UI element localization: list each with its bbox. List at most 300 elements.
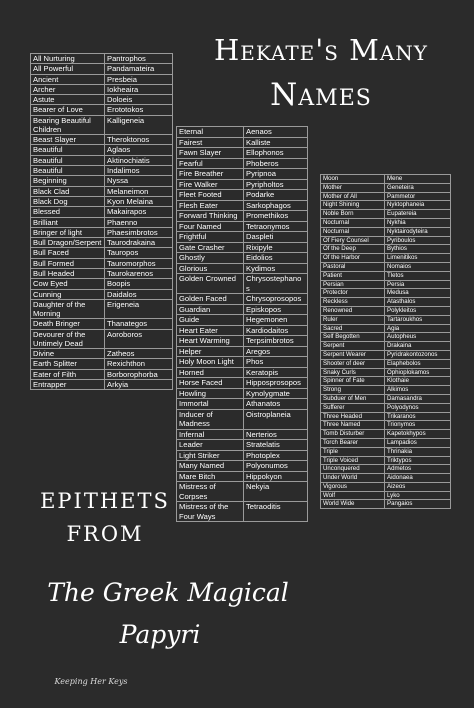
greek-epithet: Taurokarenos — [105, 269, 173, 279]
greek-epithet: Geneteira — [385, 183, 451, 192]
table-row — [177, 336, 308, 347]
english-epithet: Beginning — [31, 176, 105, 186]
table-row — [177, 346, 308, 357]
greek-epithet: Chrysostephanos — [244, 274, 308, 294]
english-epithet: All Powerful — [31, 64, 105, 74]
table-row — [31, 84, 173, 94]
greek-epithet: Tletos — [385, 271, 451, 280]
table-row — [321, 254, 451, 263]
english-epithet: Heart Warming — [177, 336, 244, 347]
english-epithet: Sacred — [321, 324, 385, 333]
table-row — [321, 315, 451, 324]
english-epithet: Ruler — [321, 315, 385, 324]
epithets-table-3 — [320, 174, 451, 509]
table-row — [177, 399, 308, 410]
english-epithet: Torch Bearer — [321, 438, 385, 447]
english-epithet: Bull Formed — [31, 258, 105, 268]
greek-epithet: Aenaos — [244, 127, 308, 138]
english-epithet: Cow Eyed — [31, 279, 105, 289]
english-epithet: Bearing Beautiful Children — [31, 115, 105, 134]
english-epithet: Blessed — [31, 207, 105, 217]
table-row — [31, 379, 173, 389]
table-row — [177, 461, 308, 472]
english-epithet: Beautiful — [31, 155, 105, 165]
table-row — [321, 500, 451, 509]
greek-epithet: Keratopis — [244, 367, 308, 378]
greek-epithet: Presbeia — [105, 74, 173, 84]
english-epithet: Black Dog — [31, 196, 105, 206]
greek-epithet: Boopis — [105, 279, 173, 289]
table-row — [177, 200, 308, 211]
greek-epithet: Rixipyle — [244, 242, 308, 253]
english-epithet: Infernal — [177, 429, 244, 440]
table-row — [177, 274, 308, 294]
english-epithet: Divine — [31, 349, 105, 359]
table-row — [177, 158, 308, 169]
greek-epithet: Bythios — [385, 245, 451, 254]
english-epithet: Flesh Eater — [177, 200, 244, 211]
greek-epithet: Tetraonymos — [244, 221, 308, 232]
greek-epithet: Taurodrakaina — [105, 238, 173, 248]
table-row — [177, 304, 308, 315]
table-row — [177, 148, 308, 159]
greek-epithet: Melaneimon — [105, 186, 173, 196]
greek-epithet: Tartaroukhos — [385, 315, 451, 324]
table-row — [177, 294, 308, 305]
table-row — [31, 329, 173, 348]
greek-epithet: Nyktairodyteira — [385, 227, 451, 236]
greek-epithet: Triktypos — [385, 456, 451, 465]
table-row — [31, 196, 173, 206]
greek-epithet: Doloeis — [105, 95, 173, 105]
english-epithet: Patient — [321, 271, 385, 280]
greek-epithet: Polyonumos — [244, 461, 308, 472]
english-epithet: Howling — [177, 388, 244, 399]
english-epithet: Serpent — [321, 342, 385, 351]
table-row — [31, 74, 173, 84]
table-row — [321, 192, 451, 201]
english-epithet: Fairest — [177, 137, 244, 148]
table-row — [177, 388, 308, 399]
greek-epithet: Thanategos — [105, 319, 173, 329]
table-row — [321, 333, 451, 342]
greek-epithet: Pammetor — [385, 192, 451, 201]
english-epithet: Archer — [31, 84, 105, 94]
table-row — [321, 280, 451, 289]
greek-epithet: Ophioplokamos — [385, 368, 451, 377]
table-row — [321, 175, 451, 184]
english-epithet: Glorious — [177, 263, 244, 274]
table-row — [321, 394, 451, 403]
english-epithet: Pastoral — [321, 262, 385, 271]
greek-epithet: Eidolios — [244, 253, 308, 264]
english-epithet: Mistress of Corpses — [177, 482, 244, 502]
english-epithet: Unconquered — [321, 465, 385, 474]
greek-epithet: Aglaos — [105, 145, 173, 155]
page-title: Hekate's Many — [213, 33, 429, 67]
greek-epithet: Photoplex — [244, 450, 308, 461]
english-epithet: Immortal — [177, 399, 244, 410]
english-epithet: Bull Headed — [31, 269, 105, 279]
table-row — [177, 232, 308, 243]
english-epithet: Protector — [321, 289, 385, 298]
greek-epithet: Hippokyon — [244, 471, 308, 482]
table-row — [177, 367, 308, 378]
table-row — [321, 342, 451, 351]
greek-epithet: Kapetokhypos — [385, 430, 451, 439]
greek-epithet: Nyktophaneia — [385, 201, 451, 210]
greek-epithet: Elaphebolos — [385, 359, 451, 368]
table-row — [31, 145, 173, 155]
table-row — [321, 421, 451, 430]
greek-epithet: Medusa — [385, 289, 451, 298]
english-epithet: Mare Bitch — [177, 471, 244, 482]
english-epithet: World Wide — [321, 500, 385, 509]
table-row — [321, 298, 451, 307]
greek-epithet: Aoroboros — [105, 329, 173, 348]
greek-epithet: Podarke — [244, 190, 308, 201]
table-row — [31, 238, 173, 248]
english-epithet: Night Shining — [321, 201, 385, 210]
table-row — [177, 127, 308, 138]
greek-epithet: Kynolygmate — [244, 388, 308, 399]
greek-epithet: Trionymos — [385, 421, 451, 430]
english-epithet: Entrapper — [31, 379, 105, 389]
english-epithet: Persian — [321, 280, 385, 289]
table-row — [321, 430, 451, 439]
table-row — [31, 248, 173, 258]
greek-epithet: Kalligeneia — [105, 115, 173, 134]
english-epithet: Bull Faced — [31, 248, 105, 258]
signature: Keeping Her Keys — [54, 677, 128, 686]
greek-epithet: Phaenno — [105, 217, 173, 227]
english-epithet: Renowned — [321, 306, 385, 315]
table-row — [321, 350, 451, 359]
greek-epithet: Kydimos — [244, 263, 308, 274]
table-row — [31, 349, 173, 359]
greek-epithet: Alkimos — [385, 386, 451, 395]
greek-epithet: Nykhia — [385, 218, 451, 227]
english-epithet: Four Named — [177, 221, 244, 232]
english-epithet: Devourer of the Untimely Dead — [31, 329, 105, 348]
table-row — [321, 289, 451, 298]
greek-epithet: Chrysoprosopos — [244, 294, 308, 305]
greek-epithet: Rexichthon — [105, 359, 173, 369]
english-epithet: Horned — [177, 367, 244, 378]
table-row — [31, 217, 173, 227]
table-row — [177, 482, 308, 502]
greek-epithet: Pangaios — [385, 500, 451, 509]
table-row — [31, 279, 173, 289]
greek-epithet: Erigeneia — [105, 299, 173, 318]
greek-epithet: Makairapos — [105, 207, 173, 217]
greek-epithet: Lyko — [385, 491, 451, 500]
table-row — [321, 262, 451, 271]
table-row — [31, 186, 173, 196]
subtitle-epithets: EPITHETS — [40, 489, 170, 513]
greek-epithet: Phos — [244, 357, 308, 368]
english-epithet: Wolf — [321, 491, 385, 500]
table-row — [321, 456, 451, 465]
english-epithet: Vigorous — [321, 482, 385, 491]
english-epithet: Holy Moon Light — [177, 357, 244, 368]
greek-epithet: Theroktonos — [105, 135, 173, 145]
english-epithet: Bringer of light — [31, 227, 105, 237]
table-row — [177, 221, 308, 232]
table-row — [321, 306, 451, 315]
table-row — [31, 227, 173, 237]
table-row — [321, 368, 451, 377]
english-epithet: Of the Harbor — [321, 254, 385, 263]
greek-epithet: Pyriboulos — [385, 236, 451, 245]
english-epithet: Beast Slayer — [31, 135, 105, 145]
table-row — [31, 359, 173, 369]
greek-epithet: Persia — [385, 280, 451, 289]
english-epithet: Bearer of Love — [31, 105, 105, 115]
table-row — [177, 409, 308, 429]
english-epithet: Strong — [321, 386, 385, 395]
greek-epithet: Kardiodaitos — [244, 325, 308, 336]
table-row — [321, 324, 451, 333]
english-epithet: Bull Dragon/Serpent — [31, 238, 105, 248]
table-row — [31, 105, 173, 115]
greek-epithet: Daidalos — [105, 289, 173, 299]
english-epithet: Moon — [321, 175, 385, 184]
table-row — [31, 166, 173, 176]
greek-epithet: Drakaina — [385, 342, 451, 351]
english-epithet: Heart Eater — [177, 325, 244, 336]
greek-epithet: Kalliste — [244, 137, 308, 148]
greek-epithet: Zatheos — [105, 349, 173, 359]
greek-epithet: Episkopos — [244, 304, 308, 315]
table-row — [321, 218, 451, 227]
english-epithet: Of Fiery Counsel — [321, 236, 385, 245]
epithets-table-2 — [176, 126, 308, 522]
greek-epithet: Agia — [385, 324, 451, 333]
greek-epithet: Admetos — [385, 465, 451, 474]
table-row — [321, 386, 451, 395]
table-row — [321, 438, 451, 447]
table-row — [177, 450, 308, 461]
greek-epithet: Pyripholtos — [244, 179, 308, 190]
english-epithet: Mistress of the Four Ways — [177, 502, 244, 522]
table-row — [321, 359, 451, 368]
table-row — [177, 190, 308, 201]
table-row — [177, 471, 308, 482]
table-row — [31, 369, 173, 379]
english-epithet: Sufferer — [321, 403, 385, 412]
greek-epithet: Autopheus — [385, 333, 451, 342]
english-epithet: Fawn Slayer — [177, 148, 244, 159]
table-row — [321, 377, 451, 386]
english-epithet: Self Begotten — [321, 333, 385, 342]
table-row — [177, 211, 308, 222]
english-epithet: Inducer of Madness — [177, 409, 244, 429]
english-epithet: Brilliant — [31, 217, 105, 227]
page-title-line2: Names — [270, 77, 372, 113]
english-epithet: Forward Thinking — [177, 211, 244, 222]
greek-epithet: Sarkophagos — [244, 200, 308, 211]
english-epithet: Fire Walker — [177, 179, 244, 190]
table-row — [31, 135, 173, 145]
english-epithet: Nocturnal — [321, 227, 385, 236]
greek-epithet: Tetraoditis — [244, 502, 308, 522]
greek-epithet: Klothaie — [385, 377, 451, 386]
table-row — [31, 155, 173, 165]
english-epithet: Frightful — [177, 232, 244, 243]
english-epithet: Leader — [177, 440, 244, 451]
english-epithet: Nocturnal — [321, 218, 385, 227]
english-epithet: Tomb Disturber — [321, 430, 385, 439]
english-epithet: Beautiful — [31, 145, 105, 155]
table-row — [177, 357, 308, 368]
table-row — [31, 319, 173, 329]
english-epithet: Fleet Footed — [177, 190, 244, 201]
table-row — [321, 465, 451, 474]
greek-epithet: Borborophorba — [105, 369, 173, 379]
greek-epithet: Indalimos — [105, 166, 173, 176]
english-epithet: Reckless — [321, 298, 385, 307]
english-epithet: Three Named — [321, 421, 385, 430]
greek-epithet: Aizeos — [385, 482, 451, 491]
epithets-table-1 — [30, 53, 173, 390]
table-row — [177, 502, 308, 522]
english-epithet: Fearful — [177, 158, 244, 169]
english-epithet: Triple — [321, 447, 385, 456]
table-row — [177, 169, 308, 180]
english-epithet: Astute — [31, 95, 105, 105]
greek-epithet: Hegemonen — [244, 315, 308, 326]
greek-epithet: Tauropos — [105, 248, 173, 258]
greek-epithet: Promethikos — [244, 211, 308, 222]
table-row — [31, 299, 173, 318]
table-row — [177, 179, 308, 190]
greek-epithet: Thrinakia — [385, 447, 451, 456]
source-title-line2: Papyri — [119, 620, 201, 649]
table-row — [177, 440, 308, 451]
english-epithet: Spinner of Fate — [321, 377, 385, 386]
greek-epithet: Tauromorphos — [105, 258, 173, 268]
english-epithet: Golden Faced — [177, 294, 244, 305]
english-epithet: Fire Breather — [177, 169, 244, 180]
english-epithet: All Nurturing — [31, 54, 105, 64]
greek-epithet: Nerterios — [244, 429, 308, 440]
greek-epithet: Damasandra — [385, 394, 451, 403]
english-epithet: Guardian — [177, 304, 244, 315]
greek-epithet: Daspleti — [244, 232, 308, 243]
greek-epithet: Atasthalos — [385, 298, 451, 307]
table-row — [321, 210, 451, 219]
greek-epithet: Arkyia — [105, 379, 173, 389]
table-row — [31, 64, 173, 74]
table-row — [321, 271, 451, 280]
english-epithet: Light Striker — [177, 450, 244, 461]
greek-epithet: Phoberos — [244, 158, 308, 169]
table-row — [321, 403, 451, 412]
greek-epithet: Nyssa — [105, 176, 173, 186]
greek-epithet: Aidonaea — [385, 474, 451, 483]
table-row — [31, 269, 173, 279]
english-epithet: Horse Faced — [177, 378, 244, 389]
english-epithet: Mother of All — [321, 192, 385, 201]
table-row — [177, 325, 308, 336]
english-epithet: Many Named — [177, 461, 244, 472]
greek-epithet: Oistroplaneia — [244, 409, 308, 429]
english-epithet: Mother — [321, 183, 385, 192]
english-epithet: Black Clad — [31, 186, 105, 196]
greek-epithet: Pyripnoa — [244, 169, 308, 180]
greek-epithet: Mene — [385, 175, 451, 184]
greek-epithet: Hipposprosopos — [244, 378, 308, 389]
table-row — [321, 227, 451, 236]
table-row — [177, 263, 308, 274]
greek-epithet: Athanatos — [244, 399, 308, 410]
greek-epithet: Ellophonos — [244, 148, 308, 159]
english-epithet: Ghostly — [177, 253, 244, 264]
greek-epithet: Aktinochiatis — [105, 155, 173, 165]
table-row — [321, 183, 451, 192]
table-row — [31, 54, 173, 64]
greek-epithet: Polyodynos — [385, 403, 451, 412]
english-epithet: Gate Crasher — [177, 242, 244, 253]
table-row — [31, 95, 173, 105]
english-epithet: Of the Deep — [321, 245, 385, 254]
greek-epithet: Nekyia — [244, 482, 308, 502]
table-row — [177, 253, 308, 264]
table-row — [321, 245, 451, 254]
greek-epithet: Stratelatis — [244, 440, 308, 451]
english-epithet: Daughter of the Morning — [31, 299, 105, 318]
english-epithet: Triple Voiced — [321, 456, 385, 465]
greek-epithet: Iokheaira — [105, 84, 173, 94]
table-row — [177, 429, 308, 440]
table-row — [31, 258, 173, 268]
english-epithet: Cunning — [31, 289, 105, 299]
table-row — [321, 236, 451, 245]
greek-epithet: Phaesimbrotos — [105, 227, 173, 237]
table-row — [31, 176, 173, 186]
greek-epithet: Erototokos — [105, 105, 173, 115]
greek-epithet: Pyridrakontozonos — [385, 350, 451, 359]
table-row — [321, 491, 451, 500]
english-epithet: Noble Born — [321, 210, 385, 219]
table-row — [321, 201, 451, 210]
english-epithet: Eternal — [177, 127, 244, 138]
english-epithet: Guide — [177, 315, 244, 326]
english-epithet: Beautiful — [31, 166, 105, 176]
greek-epithet: Kyon Melaina — [105, 196, 173, 206]
table-row — [177, 315, 308, 326]
greek-epithet: Pantrophos — [105, 54, 173, 64]
english-epithet: Helper — [177, 346, 244, 357]
english-epithet: Earth Splitter — [31, 359, 105, 369]
english-epithet: Death Bringer — [31, 319, 105, 329]
table-row — [31, 207, 173, 217]
table-row — [321, 482, 451, 491]
greek-epithet: Aregos — [244, 346, 308, 357]
english-epithet: Eater of Filth — [31, 369, 105, 379]
table-row — [31, 289, 173, 299]
english-epithet: Ancient — [31, 74, 105, 84]
table-row — [177, 137, 308, 148]
subtitle-from: FROM — [66, 522, 144, 546]
english-epithet: Serpent Wearer — [321, 350, 385, 359]
table-row — [321, 474, 451, 483]
greek-epithet: Pandamateira — [105, 64, 173, 74]
english-epithet: Under World — [321, 474, 385, 483]
table-row — [321, 447, 451, 456]
english-epithet: Three Headed — [321, 412, 385, 421]
